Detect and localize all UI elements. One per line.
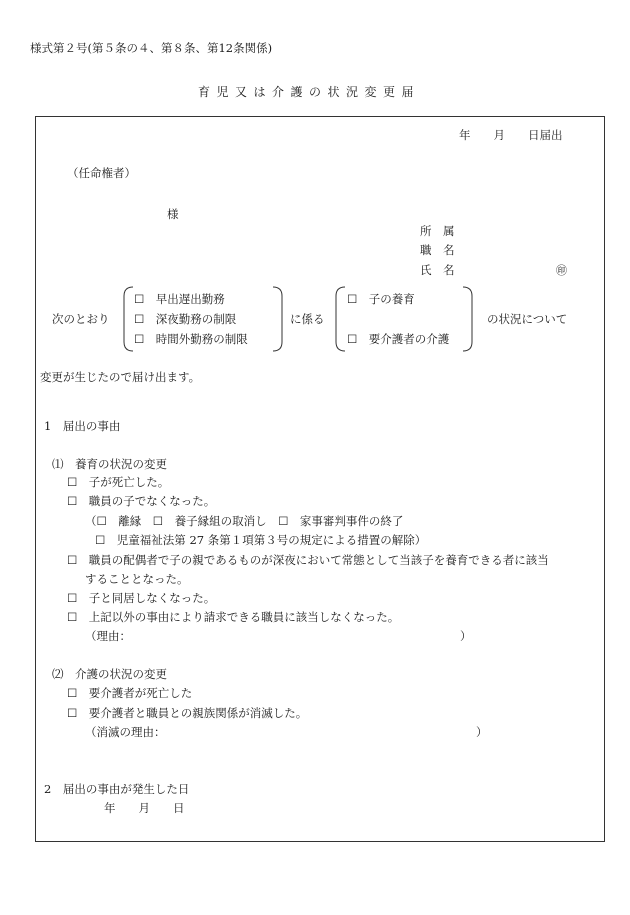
childcare-item-spouse-cont: することとなった。 bbox=[85, 572, 189, 586]
page-title: 育児又は介護の状況変更届 bbox=[198, 85, 421, 99]
nursing-heading: ⑵ 介護の状況の変更 bbox=[52, 667, 167, 681]
section2-heading: 2 届出の事由が発生した日 bbox=[44, 782, 190, 796]
childcare-item-not-child[interactable]: ☐ 職員の子でなくなった。 bbox=[67, 494, 216, 508]
option-child-care[interactable]: ☐ 子の養育 bbox=[347, 292, 415, 306]
nursing-reason-label: （消滅の理由： bbox=[85, 725, 166, 739]
form-number: 様式第２号(第５条の４、第８条、第12条関係) bbox=[30, 41, 273, 55]
honorific: 様 bbox=[167, 207, 179, 221]
selection-prefix: 次のとおり bbox=[52, 312, 110, 326]
option-early-late-shift[interactable]: ☐ 早出遅出勤務 bbox=[134, 292, 225, 306]
childcare-subitems-line2[interactable]: ☐ 児童福祉法第 27 条第１項第３号の規定による措置の解除） bbox=[95, 533, 427, 547]
option-overtime-limit[interactable]: ☐ 時間外勤務の制限 bbox=[134, 332, 248, 346]
childcare-item-other[interactable]: ☐ 上記以外の事由により請求できる職員に該当しなくなった。 bbox=[67, 610, 400, 624]
childcare-subitems-line1[interactable]: （☐ 離縁 ☐ 養子縁組の取消し ☐ 家事審判事件の終了 bbox=[85, 514, 404, 528]
name-label: 氏 名 bbox=[420, 263, 455, 277]
occurrence-date: 年 月 日 bbox=[104, 801, 185, 815]
childcare-heading: ⑴ 養育の状況の変更 bbox=[52, 457, 167, 471]
nursing-item-died[interactable]: ☐ 要介護者が死亡した bbox=[67, 686, 193, 700]
childcare-item-child-died[interactable]: ☐ 子が死亡した。 bbox=[67, 475, 170, 489]
left-bracket-close bbox=[270, 286, 286, 352]
appointer-label: （任命権者） bbox=[67, 166, 136, 180]
job-title-label: 職 名 bbox=[420, 243, 455, 257]
submission-date: 年 月 日届出 bbox=[459, 128, 563, 142]
option-nursing-care[interactable]: ☐ 要介護者の介護 bbox=[347, 332, 450, 346]
option-night-work-limit[interactable]: ☐ 深夜勤務の制限 bbox=[134, 312, 237, 326]
nursing-item-relation-ended[interactable]: ☐ 要介護者と職員との親族関係が消滅した。 bbox=[67, 706, 308, 720]
childcare-item-not-cohabiting[interactable]: ☐ 子と同居しなくなった。 bbox=[67, 591, 216, 605]
nursing-reason-close: ） bbox=[476, 725, 488, 739]
statement: 変更が生じたので届け出ます。 bbox=[40, 370, 201, 384]
childcare-item-spouse[interactable]: ☐ 職員の配偶者で子の親であるものが深夜において常態として当該子を養育できる者に該当 bbox=[67, 553, 549, 567]
right-bracket-close bbox=[460, 286, 476, 352]
section1-heading: 1 届出の事由 bbox=[44, 419, 121, 433]
childcare-reason-label: （理由： bbox=[85, 629, 131, 643]
childcare-reason-close: ） bbox=[460, 629, 472, 643]
seal-mark: ㊞ bbox=[556, 264, 567, 277]
selection-suffix: の状況について bbox=[487, 312, 568, 326]
selection-connector: に係る bbox=[290, 312, 325, 326]
affiliation-label: 所 属 bbox=[420, 224, 455, 238]
